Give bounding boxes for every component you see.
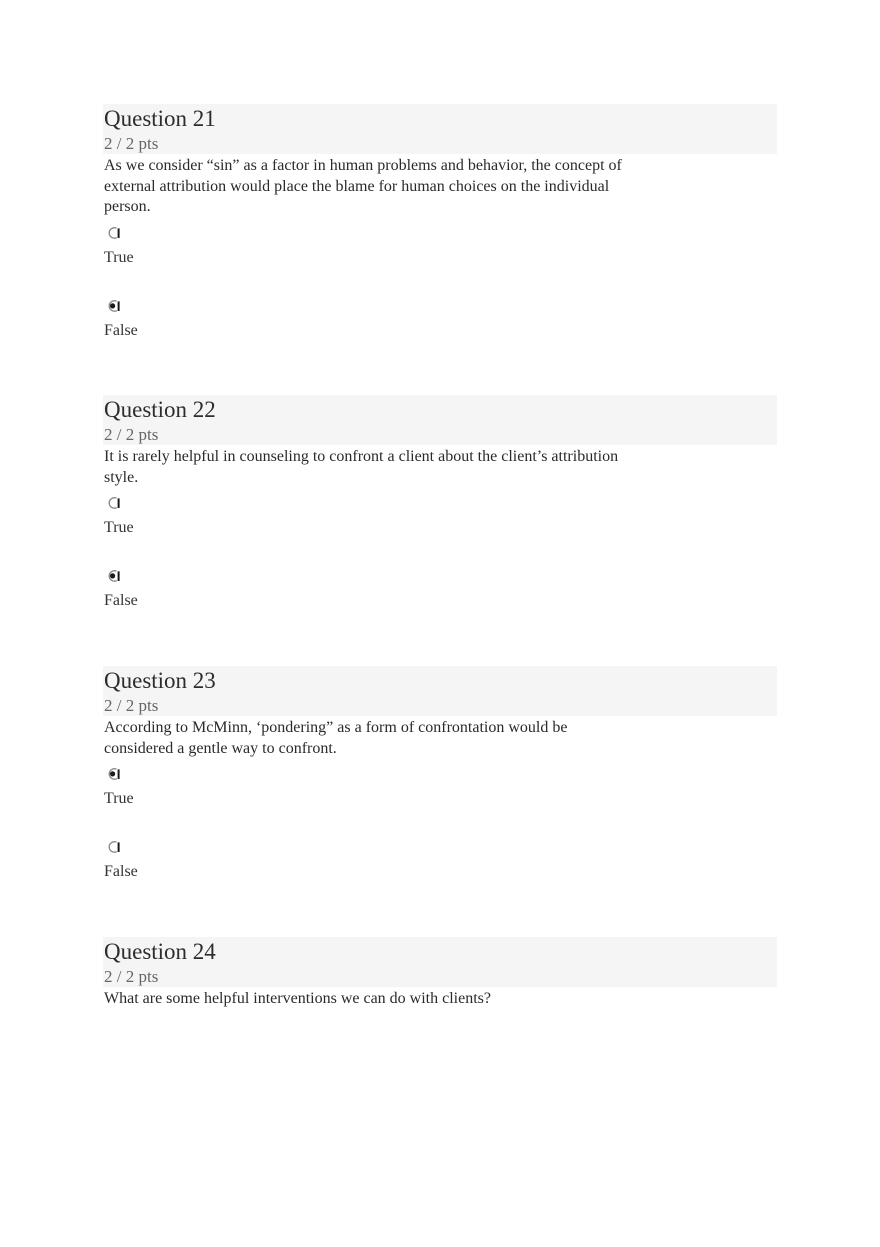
answer-option-true[interactable]	[103, 759, 777, 832]
radio-unselected-icon[interactable]	[105, 495, 121, 511]
question-title: Question 22	[104, 397, 216, 422]
question-header	[103, 666, 777, 716]
question-title: Question 21	[104, 106, 216, 131]
question-title: Question 24	[104, 939, 216, 964]
radio-selected-icon[interactable]	[105, 568, 121, 584]
question-points: 2 / 2 pts	[104, 967, 159, 986]
question-header	[103, 104, 777, 154]
question-title: Question 23	[104, 668, 216, 693]
question-points: 2 / 2 pts	[104, 425, 159, 444]
radio-unselected-icon[interactable]	[105, 225, 121, 241]
question-points: 2 / 2 pts	[104, 134, 159, 153]
question-header	[103, 395, 777, 445]
question-21	[103, 104, 777, 364]
answer-label: True	[104, 248, 134, 266]
answer-option-false[interactable]	[103, 561, 777, 634]
question-text: What are some helpful interventions we can do with clients?	[104, 990, 491, 1007]
radio-selected-icon[interactable]	[105, 298, 121, 314]
radio-selected-icon[interactable]	[105, 766, 121, 782]
answer-option-true[interactable]	[103, 488, 777, 561]
question-header	[103, 937, 777, 987]
answer-label: True	[104, 519, 134, 536]
radio-unselected-icon[interactable]	[105, 839, 121, 855]
question-22	[103, 395, 777, 634]
answer-option-false[interactable]	[103, 291, 777, 364]
question-23	[103, 666, 777, 905]
question-text: According to McMinn, ‘pondering” as a form of confrontation would be considered a gentle way to confront.	[104, 719, 568, 757]
answer-label: True	[104, 790, 134, 807]
question-text: It is rarely helpful in counseling to confront a client about the client’s attribution style.	[104, 448, 619, 486]
answer-label: False	[104, 863, 138, 880]
question-24	[103, 937, 777, 1010]
answer-label: False	[104, 321, 138, 339]
answer-option-true[interactable]	[103, 218, 777, 291]
answer-label: False	[104, 592, 138, 609]
question-points: 2 / 2 pts	[104, 696, 159, 715]
question-text: As we consider “sin” as a factor in human problems and behavior, the concept of external attribution would place the blame for human choices on the individual person.	[104, 157, 622, 215]
answer-option-false[interactable]	[103, 832, 777, 905]
